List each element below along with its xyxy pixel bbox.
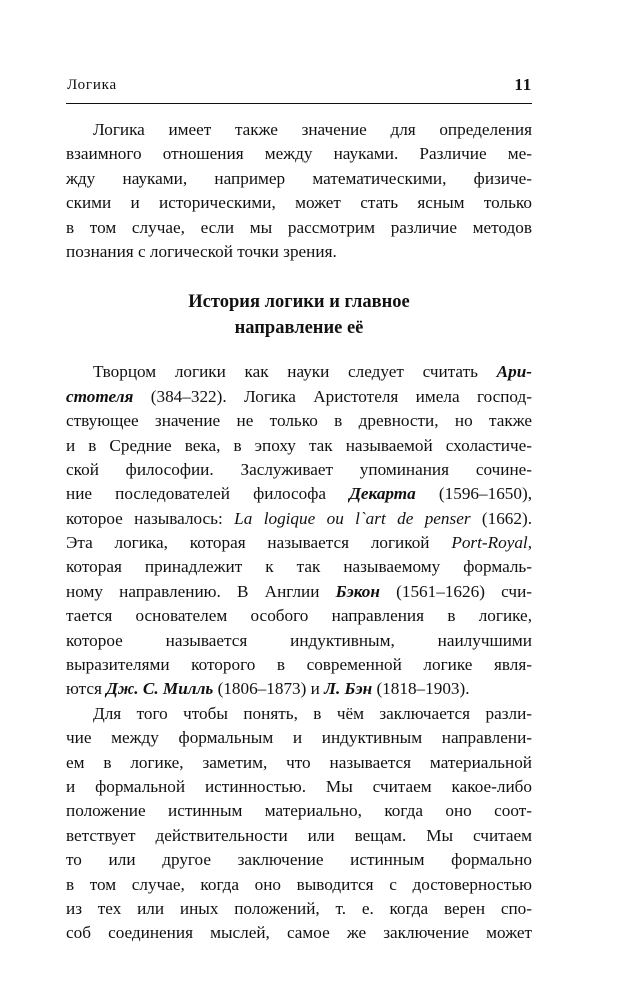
text-run: Эта логика, которая называется логикой: [66, 533, 452, 553]
text-line: взаимного отношения между науками. Различие ме-: [66, 144, 532, 164]
text-line: из тех или иных положений, т. е. когда верен спо-: [66, 898, 532, 918]
text-run: ются: [66, 679, 107, 699]
text-line: [66, 482, 532, 506]
text-run: Творцом логики как науки следует считать: [93, 362, 497, 382]
text-run: которое называлось:: [66, 508, 235, 528]
paragraph-logic-significance: [66, 118, 532, 264]
text-run: (1818–1903).: [372, 679, 470, 699]
text-line: положение истинным материально, когда оно соот-: [66, 801, 532, 821]
text-run: ,: [527, 533, 532, 553]
running-head: [66, 60, 532, 94]
text-run: (1662).: [470, 508, 533, 528]
person-name-bain: Л. Бэн: [324, 679, 373, 699]
person-name-bacon: Бэкон: [335, 581, 380, 601]
section-heading-line: направление её: [234, 318, 364, 339]
text-line: Для того чтобы понять, в чём заключается разли-: [93, 703, 532, 723]
text-run: (384–322). Логика Аристотеля имела господ-: [133, 386, 532, 406]
person-name-aristotle: Ари-: [496, 362, 532, 382]
text-line: которое называется индуктивным, наилучшими: [66, 630, 532, 650]
text-run: ние последователей философа: [66, 484, 350, 504]
text-line: соб соединения мыслей, самое же заключение может: [66, 923, 532, 943]
section-heading: [66, 289, 532, 341]
book-page: [66, 60, 533, 943]
text-line: жду науками, например математическими, физиче-: [66, 168, 532, 188]
text-run: (1561–1626) счи-: [379, 581, 532, 601]
text-run: ному направлению. В Англии: [66, 581, 336, 601]
text-line: в том случае, если мы рассмотрим различие методов: [66, 217, 532, 237]
text-line: [66, 580, 532, 604]
text-line: [66, 507, 532, 531]
text-line: Логика имеет также значение для определения: [93, 120, 532, 139]
text-line: и формальной истинностью. Мы считаем какое-либо: [66, 776, 532, 796]
text-line: и в Средние века, в эпоху так называемой схоластиче-: [66, 435, 532, 455]
text-line: тается основателем особого направления в логике,: [66, 606, 532, 626]
page-number: 11: [514, 75, 532, 94]
text-line: [66, 677, 532, 701]
book-title: La logique ou l`art de penser: [234, 508, 471, 528]
body-text: [66, 118, 532, 946]
text-line: познания с логической точки зрения.: [66, 241, 337, 261]
header-rule: [66, 103, 532, 104]
person-name-aristotle-cont: стотеля: [66, 386, 134, 406]
section-heading-line: История логики и главное: [188, 292, 410, 313]
text-run: (1806–1873) и: [213, 679, 325, 699]
text-line: ской философии. Заслуживает упоминания сочине-: [66, 459, 532, 479]
text-line: ем в логике, заметим, что называется материальной: [66, 752, 532, 772]
running-title: Логика: [67, 77, 117, 93]
text-line: в том случае, когда оно выводится с достоверностью: [66, 874, 532, 894]
text-line: [66, 531, 532, 555]
text-line: чие между формальным и индуктивным направлени-: [66, 728, 532, 748]
text-line: выразителями которого в современной логике явля-: [66, 655, 532, 675]
text-line: ствующее значение не только в древности, но также: [66, 411, 532, 431]
text-run: (1596–1650),: [415, 484, 533, 504]
text-line: то или другое заключение истинным формально: [66, 850, 532, 870]
school-name: Port-Royal: [451, 533, 528, 553]
text-line: [66, 385, 532, 409]
text-line: которая принадлежит к так называемому формаль-: [66, 557, 532, 577]
text-line: ветствует действительности или вещам. Мы считаем: [66, 825, 532, 845]
person-name-mill: Дж. С. Милль: [106, 679, 214, 699]
paragraph-history: [66, 360, 532, 701]
person-name-descartes: Декарта: [349, 484, 416, 504]
text-line: [66, 360, 532, 384]
paragraph-truth: [66, 702, 532, 946]
text-line: скими и историческими, может стать ясным только: [66, 193, 532, 213]
